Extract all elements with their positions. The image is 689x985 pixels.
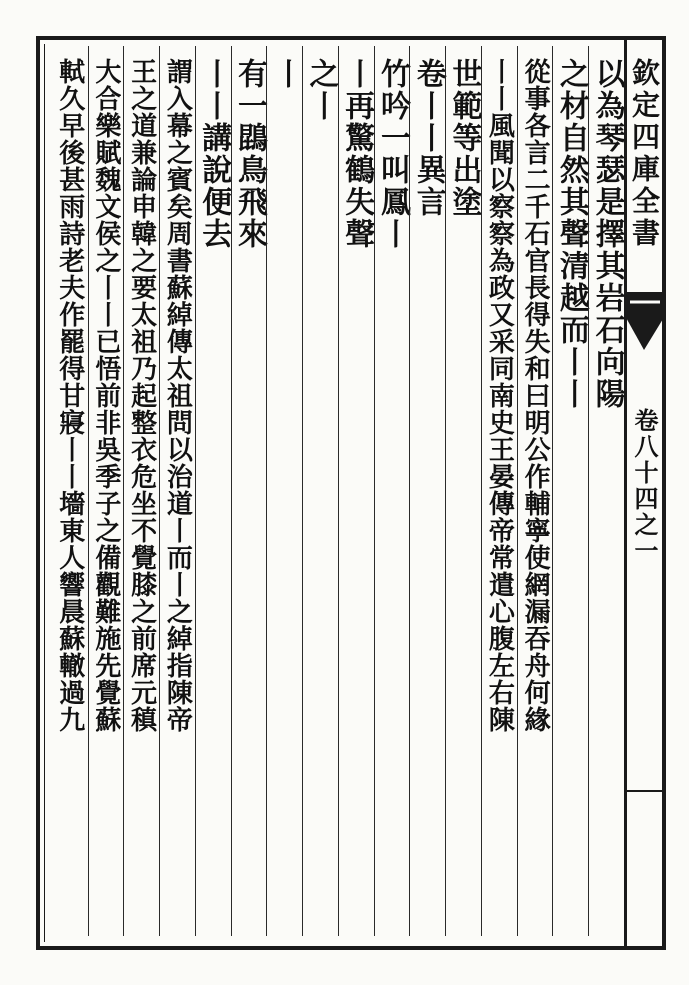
column-text: 丨再驚鶴失聲 [339,58,375,250]
column-text: 有一鵾鳥飛來 [231,58,267,250]
column-text: 丨丨風聞以察察為政又采同南史王晏傳帝常遣心腹左右陳 [484,58,515,733]
text-column [302,46,338,936]
text-column [123,46,159,936]
text-column [445,46,481,936]
text-column [481,46,517,936]
inner-border-line [44,44,45,942]
column-text: 丨丨講說便去 [196,58,232,250]
text-column [266,46,302,936]
column-text: 謂入幕之賓矣周書蘇綽傳太祖問以治道丨而丨之綽指陳帝 [162,58,193,733]
text-column [231,46,267,936]
column-text: 之材自然其聲清越而丨丨 [553,58,589,410]
column-text: 世範等出塗 [446,58,482,218]
column-text: 之丨 [303,58,339,122]
text-columns [52,46,624,936]
text-column [588,46,624,936]
column-text: 王之道兼論申韓之要太祖乃起整衣危坐不覺膝之前席元稹 [126,58,157,733]
column-text: 竹吟一叫鳳丨 [375,58,411,250]
column-text: 從事各言二千石官長得失和曰明公作輔寧使網漏吞舟何緣 [520,58,551,733]
fish-tail-mark-icon [624,292,666,350]
column-text: 軾久早後甚雨詩老夫作罷得甘寢丨丨墻東人響晨蘇轍過九 [54,58,85,733]
text-column [88,46,124,936]
column-text: 丨 [267,58,303,90]
text-column [517,46,553,936]
text-column [552,46,588,936]
text-column [52,46,88,936]
column-text: 以為琴瑟是擇其岩石向陽 [589,58,625,410]
column-text: 大合樂賦魏文侯之丨丨已悟前非吳季子之備觀難施先覺蘇 [90,58,121,733]
book-title: 欽定四庫全書 [628,58,661,250]
text-column [195,46,231,936]
margin-rule [624,790,666,792]
text-column [374,46,410,936]
volume-label: 卷八十四之一 [630,408,659,564]
text-column [409,46,445,936]
text-column [338,46,374,936]
column-text: 卷丨丨異言 [410,58,446,218]
text-column [159,46,195,936]
